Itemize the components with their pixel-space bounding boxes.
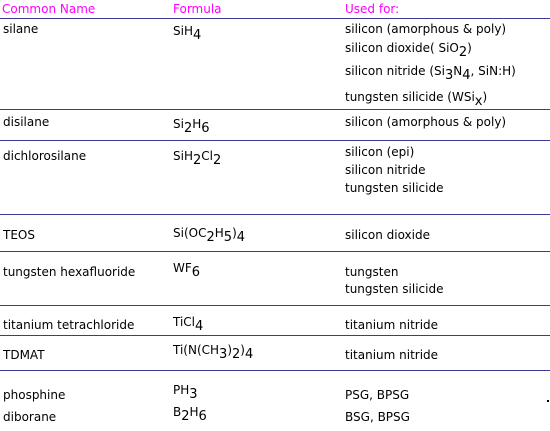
used-for-line xyxy=(345,64,516,83)
formula-text: Cl xyxy=(201,149,213,163)
common-name-cell: TEOS xyxy=(3,228,35,242)
used-for-text: tungsten silicide xyxy=(345,181,444,195)
used-for-text: tungsten xyxy=(345,265,399,279)
used-for-line xyxy=(345,348,438,362)
formula-subscript: 2 xyxy=(212,153,222,168)
common-name-cell: titanium tetrachloride xyxy=(3,318,135,332)
formula-subscript: 3 xyxy=(189,387,198,402)
formula-text: SiH xyxy=(173,24,193,38)
common-name-cell: dichlorosilane xyxy=(3,149,87,163)
used-for-line xyxy=(345,388,409,402)
used-for-line xyxy=(345,282,443,296)
formula-subscript: 4 xyxy=(244,347,254,362)
used-for-line xyxy=(345,265,398,279)
formula-text: ) xyxy=(227,343,233,357)
formula-cell xyxy=(173,117,210,136)
common-name-cell: diborane xyxy=(3,410,57,424)
formula-text: Ti(N(CH xyxy=(173,343,220,357)
common-name-cell: tungsten hexafluoride xyxy=(3,265,136,279)
formula-text: B xyxy=(173,405,182,419)
formula-text: Si xyxy=(173,117,184,131)
formula-cell xyxy=(173,24,202,43)
used-for-line xyxy=(345,228,430,242)
row-divider xyxy=(0,140,550,141)
formula-text: H xyxy=(214,226,224,240)
formula-subscript: 3 xyxy=(219,347,228,362)
formula-subscript: 4 xyxy=(195,319,204,334)
formula-cell xyxy=(173,149,222,168)
header-formula: Formula xyxy=(173,2,222,16)
formula-text: H xyxy=(192,117,202,131)
row-divider xyxy=(0,305,550,306)
used-for-line xyxy=(345,90,488,109)
used-for-text: silicon nitride xyxy=(345,163,426,177)
used-for-subscript: x xyxy=(474,94,483,109)
used-for-subscript: 2 xyxy=(458,45,468,60)
header-used-for: Used for: xyxy=(345,2,400,16)
formula-text: H xyxy=(189,405,199,419)
used-for-line xyxy=(345,145,414,159)
formula-cell xyxy=(173,383,198,402)
common-name-cell: TDMAT xyxy=(3,348,45,362)
row-divider xyxy=(0,251,550,252)
formula-text: PH xyxy=(173,383,190,397)
row-divider xyxy=(0,109,550,110)
formula-subscript: 5 xyxy=(223,230,233,245)
formula-subscript: 2 xyxy=(192,153,202,168)
formula-text: TiCl xyxy=(173,315,196,329)
formula-text: WF xyxy=(173,261,192,275)
formula-subscript: 4 xyxy=(192,28,202,43)
used-for-text: tungsten silicide (WSi xyxy=(345,90,475,104)
formula-subscript: 6 xyxy=(201,121,210,136)
formula-text: Si(OC xyxy=(173,226,207,240)
formula-cell xyxy=(173,261,201,280)
used-for-subscript: 4 xyxy=(462,68,471,83)
used-for-text: silicon (epi) xyxy=(345,145,415,159)
formula-cell xyxy=(173,405,207,424)
used-for-text: tungsten silicide xyxy=(345,282,444,296)
used-for-line xyxy=(345,115,506,129)
formula-subscript: 6 xyxy=(198,409,207,424)
row-divider xyxy=(0,370,550,371)
used-for-text: silicon (amorphous & poly) xyxy=(345,22,507,36)
used-for-text: PSG, BPSG xyxy=(345,388,410,402)
used-for-text: , SiN:H) xyxy=(470,64,516,78)
common-name-cell: silane xyxy=(3,22,39,36)
used-for-line xyxy=(345,181,443,195)
formula-subscript: 2 xyxy=(232,347,241,362)
common-name-cell: phosphine xyxy=(3,388,66,402)
formula-subscript: 6 xyxy=(191,265,201,280)
used-for-text: BSG, BPSG xyxy=(345,410,410,424)
formula-text: ) xyxy=(232,226,237,240)
header-rule xyxy=(0,18,550,19)
used-for-text: titanium nitride xyxy=(345,348,439,362)
edge-mark xyxy=(547,400,549,402)
used-for-text: silicon dioxide( SiO xyxy=(345,41,459,55)
used-for-text: titanium nitride xyxy=(345,318,439,332)
used-for-line xyxy=(345,318,438,332)
formula-text: ) xyxy=(240,343,245,357)
used-for-subscript: 3 xyxy=(444,68,454,83)
used-for-text: N xyxy=(453,64,463,78)
row-divider xyxy=(0,335,550,336)
used-for-text: ) xyxy=(482,90,488,104)
formula-cell xyxy=(173,226,246,245)
common-name-cell: disilane xyxy=(3,115,50,129)
used-for-line xyxy=(345,410,410,424)
formula-subscript: 2 xyxy=(206,230,215,245)
formula-subscript: 4 xyxy=(236,230,246,245)
formula-cell xyxy=(173,315,204,334)
used-for-line xyxy=(345,41,472,60)
used-for-text: silicon dioxide xyxy=(345,228,430,242)
formula-subscript: 2 xyxy=(181,409,190,424)
used-for-line xyxy=(345,163,426,177)
used-for-line xyxy=(345,22,506,36)
formula-cell xyxy=(173,343,254,362)
row-divider xyxy=(0,214,550,215)
formula-subscript: 2 xyxy=(183,121,193,136)
used-for-text: ) xyxy=(467,41,472,55)
formula-text: SiH xyxy=(173,149,193,163)
header-common-name: Common Name xyxy=(2,2,96,16)
used-for-text: silicon (amorphous & poly) xyxy=(345,115,507,129)
used-for-text: silicon nitride (Si xyxy=(345,64,445,78)
